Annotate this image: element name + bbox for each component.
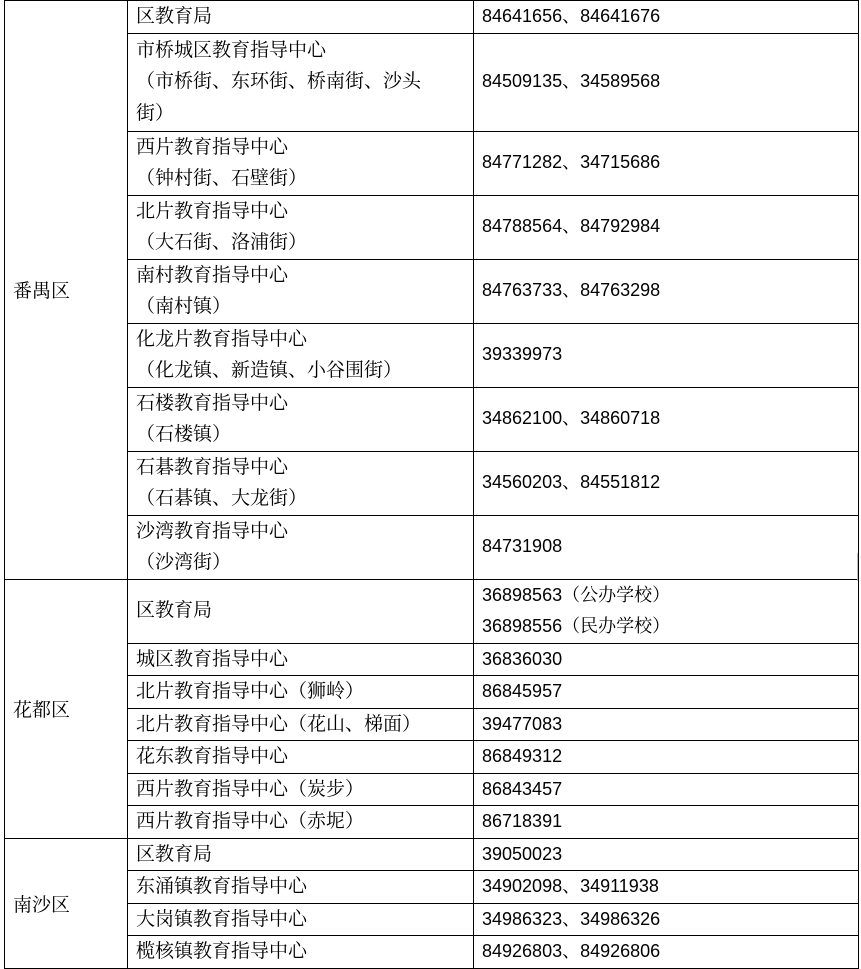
phone-cell bbox=[474, 323, 859, 387]
phone-cell bbox=[474, 741, 859, 774]
phone-cell bbox=[474, 676, 859, 709]
unit-name-line: 区教育局 bbox=[136, 599, 213, 622]
unit-name-line: 城区教育指导中心 bbox=[136, 647, 289, 670]
unit-name-line: 区教育局 bbox=[136, 842, 213, 865]
unit-name-line: 西片教育指导中心 bbox=[136, 135, 289, 158]
phone-number-line: 84788564、84792984 bbox=[482, 216, 661, 237]
unit-name-line: （化龙镇、新造镇、小谷围街） bbox=[136, 359, 403, 381]
unit-name-line: （沙湾街） bbox=[136, 551, 232, 573]
phone-cell bbox=[474, 838, 859, 871]
unit-cell bbox=[128, 451, 474, 515]
table-row bbox=[5, 806, 859, 839]
unit-cell bbox=[128, 515, 474, 579]
unit-cell bbox=[128, 903, 474, 936]
table-row bbox=[5, 131, 859, 195]
phone-cell bbox=[474, 33, 859, 131]
phone-cell bbox=[474, 643, 859, 676]
table-row bbox=[5, 195, 859, 259]
phone-number-line: 84509135、34589568 bbox=[482, 71, 661, 92]
phone-number-line: 34986323、34986326 bbox=[482, 908, 661, 929]
unit-cell bbox=[128, 676, 474, 709]
phone-number-line: 84763733、84763298 bbox=[482, 280, 661, 301]
unit-name-line: 化龙片教育指导中心 bbox=[136, 327, 308, 350]
table-row bbox=[5, 323, 859, 387]
phone-cell bbox=[474, 1, 859, 34]
unit-cell bbox=[128, 838, 474, 871]
unit-name-line: 南村教育指导中心 bbox=[136, 263, 289, 286]
unit-name-line: （石碁镇、大龙街） bbox=[136, 487, 308, 509]
phone-number-line: 84641656、84641676 bbox=[482, 6, 661, 26]
unit-cell bbox=[128, 259, 474, 323]
phone-number-line: 86843457 bbox=[482, 778, 563, 799]
district-cell: 番禺区 bbox=[5, 1, 128, 580]
phone-cell bbox=[474, 131, 859, 195]
table-row bbox=[5, 451, 859, 515]
page-edge-mark bbox=[857, 553, 861, 581]
unit-name-line: 东涌镇教育指导中心 bbox=[136, 875, 308, 897]
district-cell: 南沙区 bbox=[5, 838, 128, 968]
table-row bbox=[5, 579, 859, 643]
phone-number-line: 39477083 bbox=[482, 713, 563, 734]
table-row bbox=[5, 871, 859, 904]
phone-cell bbox=[474, 936, 859, 969]
phone-number-line: 34560203、84551812 bbox=[482, 472, 661, 493]
unit-cell bbox=[128, 741, 474, 774]
table-row bbox=[5, 903, 859, 936]
phone-number-line: 39339973 bbox=[482, 344, 563, 365]
unit-name-line: 市桥城区教育指导中心 bbox=[136, 38, 327, 61]
phone-number-line: 34862100、34860718 bbox=[482, 408, 661, 429]
unit-name-line: （石楼镇） bbox=[136, 423, 232, 445]
phone-cell bbox=[474, 259, 859, 323]
district-cell: 花都区 bbox=[5, 579, 128, 838]
unit-name-line: 大岗镇教育指导中心 bbox=[136, 907, 308, 930]
unit-name-line: 北片教育指导中心（狮岭） bbox=[136, 680, 365, 702]
phone-number-line: 84731908 bbox=[482, 536, 563, 557]
unit-name-line: （大石街、洛浦街） bbox=[136, 231, 308, 253]
unit-name-line: 榄核镇教育指导中心 bbox=[136, 940, 308, 962]
phone-number-line: 86849312 bbox=[482, 746, 563, 766]
unit-name-line: 石楼教育指导中心 bbox=[136, 391, 289, 414]
phone-number-line: 36898563（公办学校） bbox=[482, 584, 671, 605]
phone-number-line: 34902098、34911938 bbox=[482, 876, 659, 896]
unit-name-line: 北片教育指导中心（花山、梯面） bbox=[136, 712, 422, 735]
phone-cell bbox=[474, 451, 859, 515]
unit-cell bbox=[128, 1, 474, 34]
phone-cell bbox=[474, 579, 859, 643]
table-row bbox=[5, 773, 859, 806]
unit-cell bbox=[128, 579, 474, 643]
unit-cell bbox=[128, 806, 474, 839]
unit-cell bbox=[128, 387, 474, 451]
phone-cell bbox=[474, 515, 859, 579]
phone-number-line: 36898556（民办学校） bbox=[482, 616, 671, 636]
phone-number-line: 84926803、84926806 bbox=[482, 941, 661, 961]
unit-cell bbox=[128, 131, 474, 195]
phone-number-line: 86718391 bbox=[482, 811, 563, 831]
phone-number-line: 84771282、34715686 bbox=[482, 152, 661, 173]
table-row bbox=[5, 387, 859, 451]
phone-number-line: 39050023 bbox=[482, 843, 563, 864]
unit-name-line: （市桥街、东环街、桥南街、沙头 bbox=[136, 70, 422, 93]
table-row bbox=[5, 838, 859, 871]
table-row bbox=[5, 936, 859, 969]
unit-name-line: （南村镇） bbox=[136, 295, 232, 317]
unit-name-line: 花东教育指导中心 bbox=[136, 745, 289, 767]
table-row bbox=[5, 643, 859, 676]
phone-number-line: 36836030 bbox=[482, 648, 563, 669]
unit-name-line: 西片教育指导中心（炭步） bbox=[136, 777, 365, 800]
unit-cell bbox=[128, 195, 474, 259]
phone-cell bbox=[474, 195, 859, 259]
contact-table-body bbox=[5, 1, 859, 969]
table-row bbox=[5, 1, 859, 34]
contact-table bbox=[4, 0, 859, 969]
unit-cell bbox=[128, 33, 474, 131]
unit-cell bbox=[128, 323, 474, 387]
table-row bbox=[5, 741, 859, 774]
unit-cell bbox=[128, 773, 474, 806]
phone-cell bbox=[474, 387, 859, 451]
phone-cell bbox=[474, 871, 859, 904]
unit-cell bbox=[128, 643, 474, 676]
phone-number-line: 86845957 bbox=[482, 681, 563, 701]
unit-cell bbox=[128, 936, 474, 969]
unit-name-line: 街） bbox=[136, 101, 175, 124]
phone-cell bbox=[474, 903, 859, 936]
unit-cell bbox=[128, 708, 474, 741]
phone-cell bbox=[474, 773, 859, 806]
unit-cell bbox=[128, 871, 474, 904]
table-row bbox=[5, 515, 859, 579]
unit-name-line: 区教育局 bbox=[136, 5, 213, 27]
table-row bbox=[5, 33, 859, 131]
unit-name-line: 沙湾教育指导中心 bbox=[136, 519, 289, 542]
phone-cell bbox=[474, 708, 859, 741]
phone-cell bbox=[474, 806, 859, 839]
unit-name-line: 石碁教育指导中心 bbox=[136, 455, 289, 478]
table-row bbox=[5, 676, 859, 709]
table-row bbox=[5, 259, 859, 323]
unit-name-line: 西片教育指导中心（赤坭） bbox=[136, 810, 365, 832]
table-row bbox=[5, 708, 859, 741]
unit-name-line: 北片教育指导中心 bbox=[136, 199, 289, 222]
unit-name-line: （钟村街、石壁街） bbox=[136, 167, 308, 189]
